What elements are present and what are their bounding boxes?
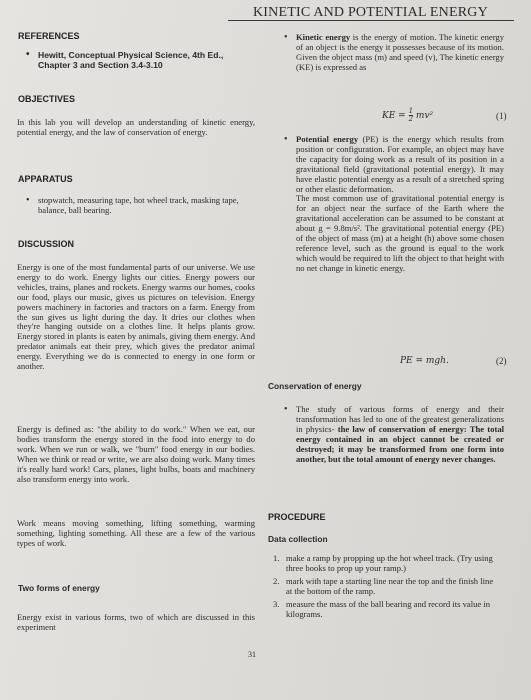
eq1-fraction bbox=[409, 108, 413, 123]
eq1-numerator: 1 bbox=[408, 107, 414, 115]
apparatus-list bbox=[24, 196, 254, 216]
discussion-heading: DISCUSSION bbox=[18, 239, 75, 249]
potential-energy-item bbox=[282, 135, 504, 274]
procedure-step bbox=[270, 576, 500, 597]
kinetic-energy-text: is the energy of motion. The kinetic energy of an object is the energy it possesses because of its motion. Given the object mass (m) and speed (v), The kinetic energy (KE) is expressed as bbox=[296, 32, 504, 72]
page-number: 31 bbox=[248, 650, 256, 659]
discussion-paragraph-1: Energy is one of the most fundamental parts of our universe. We use energy to do work. Energy lights our cities. Energy powers our vehicles, trains, planes and rockets. Energy warms our homes, cooks our food, plays our music, gives us pictures on television. Energy powers machinery in factories and tractors on a farm. Energy from the sun gives us light during the day. It dries our clothes when they're hanging outside on a clothes line. It helps plants grow. Energy stored in plants is eaten by animals, giving them energy. And predator animals eat their prey, which gives the predator animal energy. Everything we do is connected to energy in one form or another. bbox=[17, 262, 255, 372]
step-number: 3. bbox=[273, 598, 280, 609]
equation-potential: PE = mgh. bbox=[400, 356, 449, 366]
kinetic-energy-term: Kinetic energy bbox=[296, 32, 351, 42]
discussion-paragraph-2: Energy is defined as: "the ability to do work." When we eat, our bodies transform the energy stored in the food into energy to do work. When we run or walk, we "burn" food energy in our bodies. When we think or read or write, we are also doing work. Many times it's really hard work! Cars, planes, light bulbs, boats and machinery also transform energy into work. bbox=[17, 424, 255, 484]
step-text: mark with tape a starting line near the top and the finish line at the bottom of the ramp. bbox=[286, 575, 494, 597]
objectives-heading: OBJECTIVES bbox=[18, 94, 76, 104]
conservation-bullet bbox=[282, 405, 504, 464]
reference-item: • Hewitt, Conceptual Physical Science, 4th Ed., Chapter 3 and Section 3.4-3.10 bbox=[24, 50, 252, 70]
potential-energy-text: (PE) is the energy which results from position or configuration. For example, an object may have the capacity for doing work as a result of its position in a gravitational field (gravitational potential energy). It may have elastic potential energy as a result of a stretched spring or other elastic deformation. bbox=[296, 134, 504, 194]
eq1-denominator: 2 bbox=[408, 115, 414, 123]
discussion-paragraph-3: Work means moving something, lifting something, warming something, lighting something. All these are a few of the various types of work. bbox=[17, 518, 255, 548]
equation-kinetic bbox=[382, 108, 433, 123]
procedure-heading: PROCEDURE bbox=[268, 512, 326, 522]
references-list bbox=[24, 50, 252, 70]
potential-energy-term: Potential energy bbox=[296, 134, 359, 144]
equation-2-label: (2) bbox=[496, 356, 507, 366]
conservation-heading: Conservation of energy bbox=[268, 381, 362, 391]
conservation-text: The study of various forms of energy and their transformation has led to one of the greatest generalizations in physics- bbox=[296, 404, 504, 434]
conservation-item bbox=[282, 405, 504, 464]
page-title: KINETIC AND POTENTIAL ENERGY bbox=[253, 5, 488, 20]
equation-1-label: (1) bbox=[496, 111, 507, 121]
step-number: 1. bbox=[273, 553, 280, 563]
conservation-law: the law of conservation of energy: The total energy contained in an object cannot be created or destroyed; it may be transformed from one form into another, but the total amount of energy never changes. bbox=[296, 423, 504, 464]
step-text: measure the mass of the ball bearing and record its value in kilograms. bbox=[286, 598, 491, 620]
procedure-step bbox=[270, 553, 500, 574]
potential-energy-bullet bbox=[282, 135, 504, 274]
step-number: 2. bbox=[273, 575, 280, 586]
procedure-steps bbox=[270, 553, 500, 619]
eq1-lhs: KE = bbox=[382, 111, 409, 121]
kinetic-energy-bullet bbox=[282, 33, 504, 73]
step-text: make a ramp by propping up the hot wheel track. (Try using three books to prop up your ramp.) bbox=[286, 553, 493, 574]
apparatus-item: • stopwatch, measuring tape, hot wheel track, masking tape, balance, ball bearing. bbox=[24, 196, 254, 216]
kinetic-energy-item bbox=[282, 33, 504, 73]
two-forms-text: Energy exist in various forms, two of which are discussed in this experiment bbox=[17, 612, 255, 632]
potential-energy-paragraph-2: The most common use of gravitational potential energy is for an object near the surface of the Earth where the gravitational acceleration can be assumed to be constant at about g = 9.8m/s². The gravitational potential energy (PE) of the object of mass (m) at a height (h) above some chosen reference level, such as the ground is equal to the work which would be required to lift the object to that height with no net change in kinetic energy. bbox=[296, 193, 504, 273]
references-heading: REFERENCES bbox=[18, 31, 80, 41]
eq1-rhs: mv² bbox=[415, 111, 434, 121]
objectives-text: In this lab you will develop an understanding of kinetic energy, potential energy, and the law of conservation of energy. bbox=[17, 117, 255, 137]
data-collection-heading: Data collection bbox=[268, 534, 328, 544]
two-forms-heading: Two forms of energy bbox=[18, 583, 100, 593]
procedure-step bbox=[270, 599, 500, 620]
apparatus-heading: APPARATUS bbox=[18, 174, 73, 184]
